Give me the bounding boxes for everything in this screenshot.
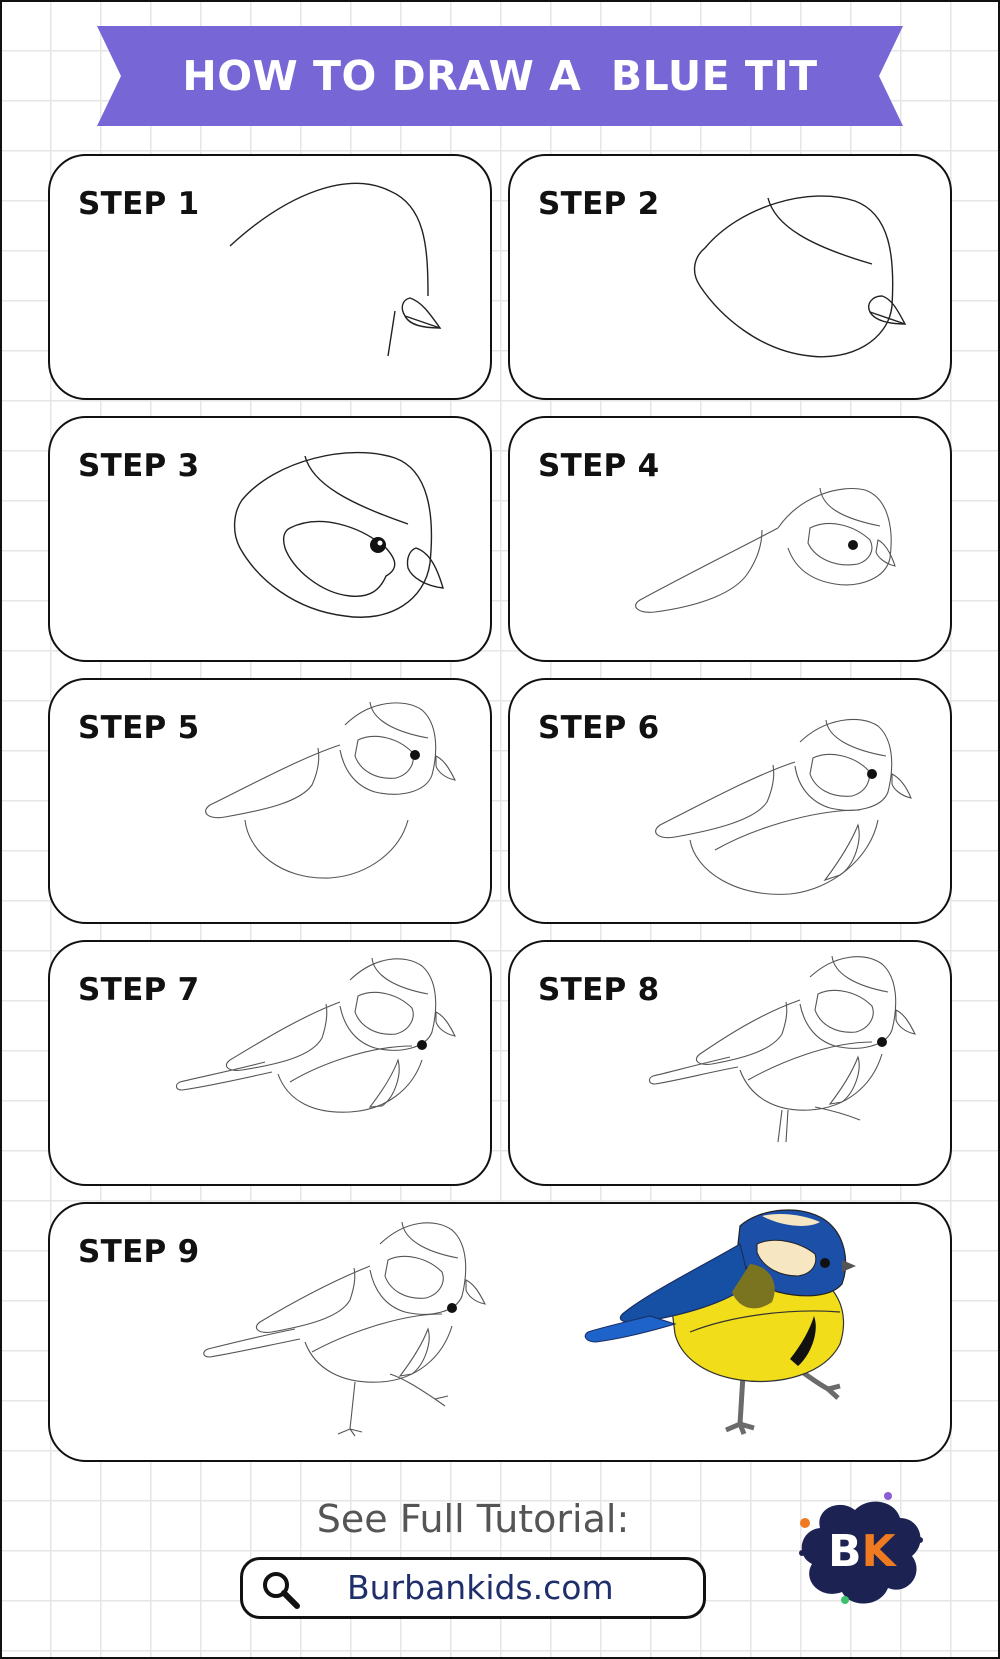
step-3-drawing <box>50 418 492 662</box>
step-4-label: STEP 4 <box>538 448 660 484</box>
website-search-box[interactable] <box>240 1557 706 1619</box>
logo-letter-b: BK <box>828 1526 896 1577</box>
see-full-tutorial-text: See Full Tutorial: <box>316 1497 630 1541</box>
step-2-card <box>508 154 952 400</box>
step-4-card <box>508 416 952 662</box>
step-6-label: STEP 6 <box>538 710 660 746</box>
page-title: HOW TO DRAW A BLUE TIT <box>182 52 818 100</box>
step-6-card <box>508 678 952 924</box>
step-6-drawing <box>510 680 952 924</box>
logo-icon <box>790 1488 930 1613</box>
step-9-card <box>48 1202 952 1462</box>
step-1-label: STEP 1 <box>78 186 200 222</box>
step-5-drawing <box>50 680 492 924</box>
step-9-label: STEP 9 <box>78 1234 200 1270</box>
step-5-label: STEP 5 <box>78 710 200 746</box>
logo-letter-k: K <box>861 1526 896 1577</box>
step-7-drawing <box>50 942 492 1186</box>
step-2-drawing <box>510 156 952 400</box>
website-link[interactable]: Burbankids.com <box>347 1568 614 1607</box>
search-icon <box>261 1570 301 1610</box>
step-8-card <box>508 940 952 1186</box>
step-1-card <box>48 154 492 400</box>
step-1-drawing <box>50 156 492 400</box>
step-3-label: STEP 3 <box>78 448 200 484</box>
step-3-card <box>48 416 492 662</box>
step-8-label: STEP 8 <box>538 972 660 1008</box>
step-8-drawing <box>510 942 952 1186</box>
step-5-card <box>48 678 492 924</box>
title-banner <box>97 26 903 126</box>
step-9-color-bird <box>50 1204 952 1462</box>
step-4-drawing <box>510 418 952 662</box>
step-2-label: STEP 2 <box>538 186 660 222</box>
step-7-card <box>48 940 492 1186</box>
step-7-label: STEP 7 <box>78 972 200 1008</box>
